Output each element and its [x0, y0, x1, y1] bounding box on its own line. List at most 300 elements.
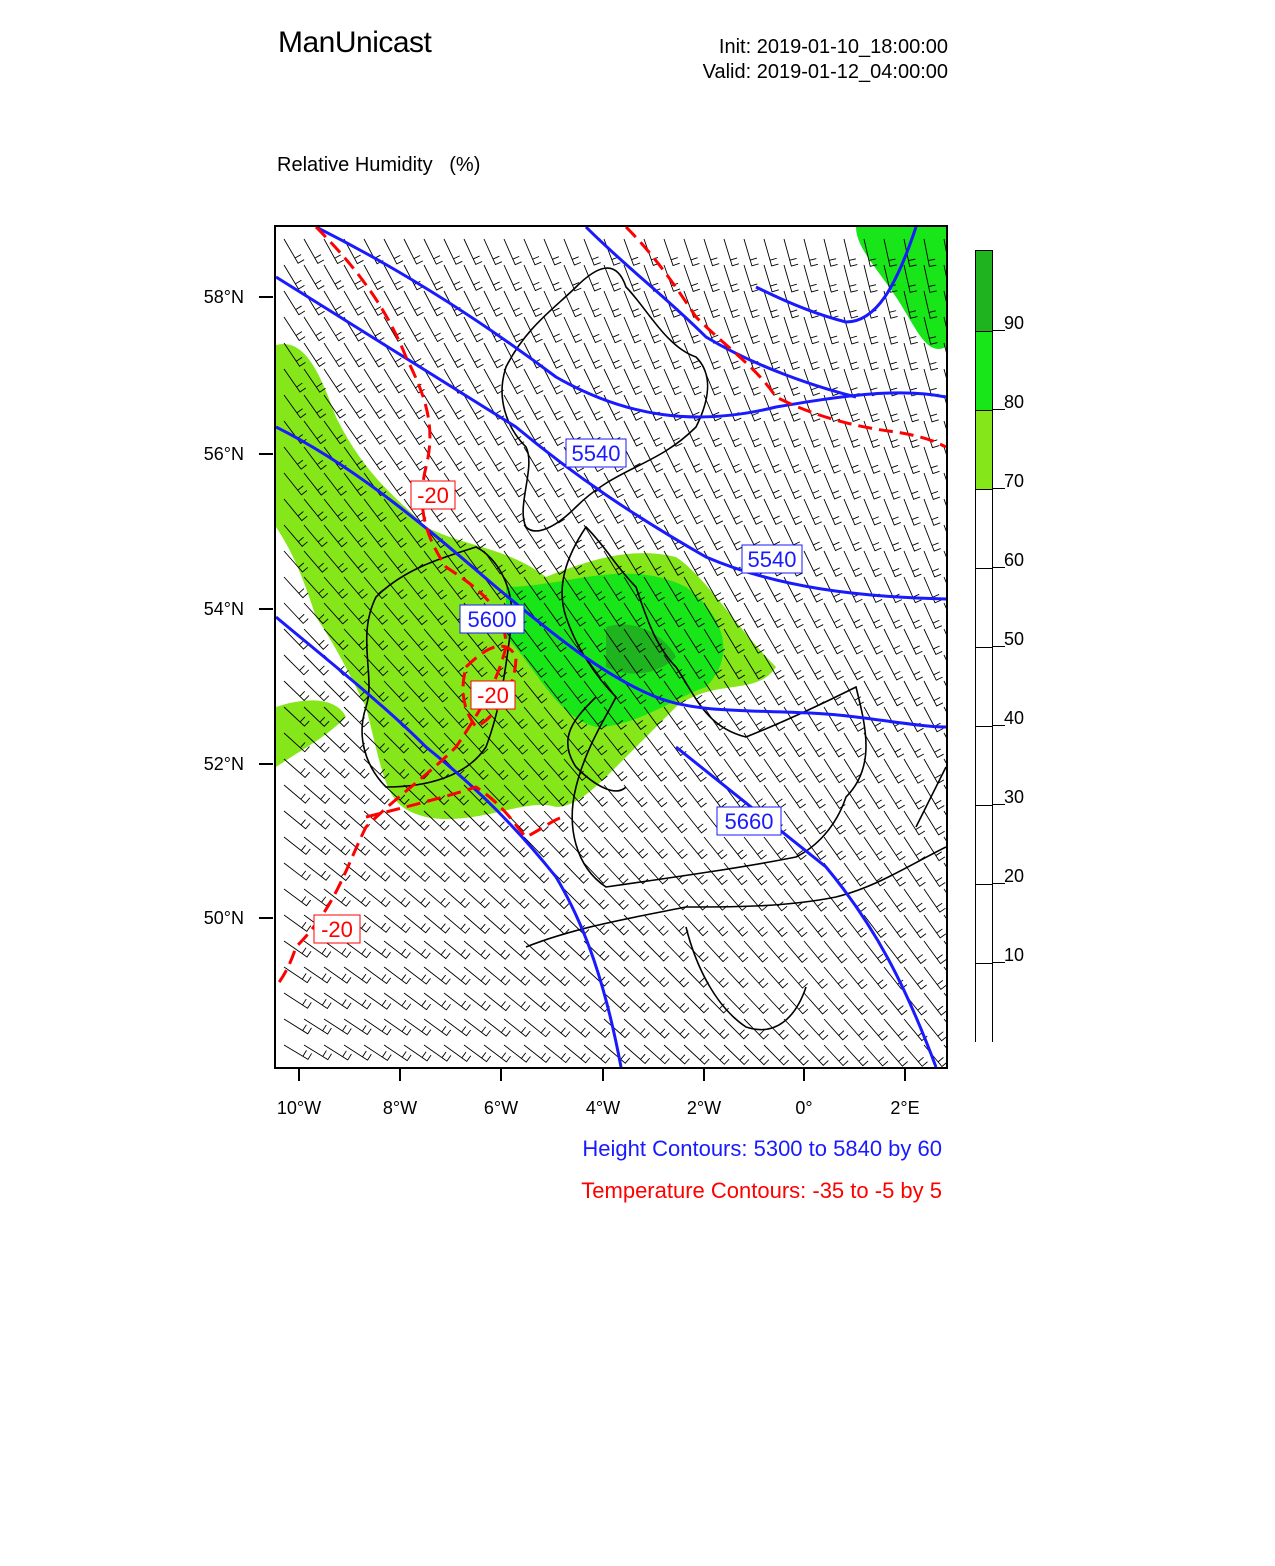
wind-barb	[804, 473, 821, 499]
wind-barb	[884, 785, 905, 809]
wind-barb	[644, 941, 669, 961]
wind-barb	[884, 1019, 907, 1040]
wind-barb	[804, 525, 822, 550]
wind-barb	[884, 499, 901, 525]
wind-barb	[844, 1045, 868, 1066]
wind-barb	[864, 447, 880, 473]
wind-barb	[744, 343, 760, 369]
wind-barb	[764, 239, 778, 266]
wind-barb	[664, 915, 688, 935]
wind-barb	[864, 473, 881, 499]
wind-barb	[784, 941, 807, 962]
wind-barb	[804, 759, 825, 782]
wind-barb	[924, 733, 944, 758]
wind-barb	[644, 915, 668, 935]
wind-barb	[884, 473, 900, 499]
colorbar-segment-20-30	[976, 805, 992, 884]
wind-barb	[324, 733, 349, 752]
temp-label-text-1: -20	[417, 483, 449, 508]
height-label-text-2: 5540	[747, 547, 797, 572]
wind-barb	[924, 395, 939, 422]
colorbar-label-70: 70	[1004, 471, 1025, 491]
lon-label-2e: 2°E	[890, 1098, 920, 1118]
wind-barb	[824, 551, 842, 576]
wind-barb	[944, 629, 946, 654]
rh-colorbar	[975, 250, 993, 1042]
wind-barb	[784, 1045, 808, 1065]
wind-barb	[584, 369, 603, 394]
wind-barb	[824, 759, 845, 783]
wind-barb	[724, 499, 743, 524]
wind-barb	[824, 785, 845, 808]
wind-barb	[764, 265, 779, 292]
wind-barb	[704, 239, 719, 266]
wind-barb	[404, 447, 425, 470]
wind-barb	[604, 369, 622, 394]
wind-barb	[784, 629, 804, 653]
wind-barb	[284, 837, 310, 854]
wind-barb	[764, 889, 787, 911]
wind-barb	[884, 343, 898, 370]
wind-barb	[664, 759, 687, 781]
wind-barb	[804, 343, 819, 370]
wind-barb	[504, 525, 525, 548]
wind-barb	[784, 421, 801, 447]
wind-barb	[664, 421, 682, 446]
wind-barb	[764, 681, 785, 705]
wind-barb	[904, 343, 918, 370]
wind-barb	[864, 837, 886, 860]
map-panel[interactable]	[274, 225, 948, 1069]
wind-barb	[424, 837, 449, 856]
wind-barb	[944, 473, 946, 499]
wind-barb	[444, 421, 465, 445]
wind-barb	[844, 343, 859, 370]
wind-barb	[664, 941, 688, 961]
wind-barb	[584, 239, 601, 265]
temp-label-2	[471, 681, 515, 709]
wind-barb	[804, 967, 828, 988]
temp-label-text-2: -20	[477, 683, 509, 708]
wind-barb	[904, 629, 922, 654]
wind-barb	[864, 317, 878, 344]
wind-barb	[404, 317, 424, 341]
wind-barb	[804, 733, 825, 757]
wind-barb	[924, 369, 938, 396]
wind-barb	[604, 291, 621, 317]
wind-barb	[304, 239, 324, 263]
lat-label-52: 52°N	[203, 754, 244, 774]
wind-barb	[624, 941, 649, 961]
wind-barb	[824, 239, 838, 266]
wind-barb	[404, 395, 425, 419]
wind-barb	[764, 421, 781, 447]
wind-barb	[724, 265, 739, 292]
wind-barb	[364, 395, 385, 418]
wind-barb	[764, 863, 787, 885]
wind-barb	[724, 941, 748, 962]
wind-barb	[744, 421, 761, 447]
wind-barb	[904, 1045, 927, 1066]
wind-barb	[804, 941, 827, 963]
wind-barb	[904, 837, 925, 860]
wind-barb	[724, 525, 743, 550]
wind-barb	[844, 473, 861, 499]
wind-barb	[804, 499, 822, 525]
wind-barb	[484, 525, 506, 548]
wind-barb	[684, 837, 707, 859]
wind-barb	[944, 733, 946, 758]
wind-barb	[784, 577, 803, 602]
wind-barb	[864, 395, 880, 422]
wind-barb	[784, 447, 801, 473]
wind-barb	[904, 447, 920, 473]
wind-barb	[704, 447, 722, 472]
wind-barb	[424, 343, 444, 367]
wind-barb	[904, 889, 926, 912]
wind-barb	[784, 785, 806, 808]
wind-barb	[924, 915, 946, 938]
wind-barb	[744, 941, 768, 962]
wind-barb	[924, 759, 944, 783]
wind-barb	[784, 655, 804, 679]
colorbar-label-90: 90	[1004, 313, 1025, 333]
wind-barb	[704, 863, 727, 884]
wind-barb	[744, 759, 766, 782]
wind-barb	[724, 239, 739, 266]
wind-barb	[824, 525, 842, 551]
wind-barb	[804, 421, 821, 447]
temp-label-3	[314, 915, 360, 943]
wind-barb	[884, 811, 905, 835]
wind-barb	[324, 343, 345, 367]
wind-barb	[624, 993, 649, 1012]
wind-barb	[884, 395, 899, 422]
wind-barb	[884, 993, 907, 1015]
colorbar-segment-60-70	[976, 489, 992, 568]
wind-barb	[644, 785, 667, 807]
wind-barb	[544, 837, 568, 857]
wind-barb	[444, 343, 464, 367]
wind-barb	[684, 733, 706, 756]
wind-barb	[684, 993, 709, 1013]
wind-barb	[504, 369, 523, 394]
wind-barb	[484, 889, 509, 908]
wind-barb	[464, 291, 483, 316]
wind-barb	[664, 863, 688, 884]
lon-tick-8w	[399, 1069, 401, 1081]
wind-barb	[824, 291, 838, 318]
wind-barb	[464, 421, 485, 445]
wind-barb	[524, 239, 541, 265]
wind-barb	[704, 915, 728, 936]
wind-barb	[484, 291, 503, 316]
wind-barb	[744, 915, 768, 936]
lon-tick-10w	[298, 1069, 300, 1081]
lon-label-6w: 6°W	[483, 1098, 519, 1118]
height-label-2	[742, 545, 802, 573]
wind-barb	[864, 967, 887, 989]
wind-barb	[724, 291, 740, 317]
wind-barb	[464, 395, 484, 419]
wind-barb	[364, 369, 385, 393]
wind-barb	[484, 369, 504, 394]
wind-barb	[884, 655, 903, 680]
wind-barb	[784, 811, 806, 834]
wind-barb	[484, 499, 505, 522]
wind-barb	[804, 551, 822, 576]
lat-label-58: 58°N	[203, 287, 244, 307]
wind-barb	[644, 369, 662, 395]
wind-barb	[944, 499, 946, 525]
wind-barb	[584, 811, 608, 832]
wind-barb	[844, 499, 861, 525]
wind-barb	[404, 291, 423, 316]
lon-label-2w: 2°W	[686, 1098, 722, 1118]
wind-barb	[784, 1019, 808, 1039]
wind-barb	[804, 603, 823, 628]
wind-barb	[304, 291, 325, 315]
wind-barb	[644, 967, 669, 987]
wind-barb	[544, 941, 569, 960]
wind-barb	[324, 317, 345, 341]
wind-barb	[904, 915, 926, 938]
wind-barb	[544, 317, 562, 342]
wind-barb	[464, 837, 489, 856]
wind-barb	[624, 967, 649, 986]
wind-barb	[444, 265, 463, 290]
wind-barb	[784, 733, 805, 757]
wind-barb	[784, 369, 800, 395]
wind-barb	[864, 1045, 888, 1066]
wind-barb	[584, 889, 609, 909]
wind-barb	[564, 317, 582, 342]
colorbar-label-10: 10	[1004, 945, 1025, 965]
colorbar-segment-50-60	[976, 568, 992, 647]
wind-barb	[784, 967, 808, 988]
wind-barb	[824, 733, 845, 757]
wind-barb	[724, 447, 742, 472]
wind-barb	[624, 343, 642, 369]
wind-barb	[744, 291, 759, 318]
wind-barb	[624, 499, 644, 523]
wind-barb	[704, 941, 728, 962]
wind-barb	[764, 759, 786, 782]
wind-barb	[444, 291, 463, 316]
run-times	[703, 35, 948, 85]
wind-barb	[564, 265, 581, 291]
lat-tick-58	[259, 296, 273, 298]
wind-barb	[784, 993, 808, 1014]
wind-barb	[864, 655, 883, 680]
wind-barb	[784, 317, 799, 344]
wind-barb	[844, 993, 867, 1014]
wind-barb	[284, 785, 310, 803]
wind-barb	[564, 343, 582, 368]
wind-barb	[844, 265, 858, 292]
wind-barb	[424, 317, 444, 342]
wind-barb	[564, 941, 589, 960]
wind-barb	[924, 447, 940, 474]
colorbar-segment-80-90	[976, 331, 992, 410]
wind-barb	[864, 863, 886, 886]
wind-barb	[784, 759, 805, 782]
wind-barb	[804, 1045, 828, 1065]
wind-barb	[864, 681, 884, 706]
wind-barb	[724, 317, 740, 343]
wind-barb	[944, 525, 946, 551]
wind-barb	[624, 759, 647, 781]
wind-barb	[844, 369, 859, 396]
wind-barb	[764, 499, 782, 524]
wind-barb	[884, 1045, 908, 1066]
wind-barb	[684, 811, 707, 833]
colorbar-label-50: 50	[1004, 629, 1025, 649]
wind-barb	[684, 499, 703, 524]
height-label-text-4: 5660	[724, 809, 774, 834]
wind-barb	[764, 343, 780, 369]
wind-barb	[844, 551, 862, 576]
wind-barb	[644, 473, 663, 498]
wind-barb	[624, 811, 647, 832]
wind-barb	[584, 317, 602, 343]
temp-label-1	[411, 481, 455, 509]
wind-barb	[764, 733, 785, 756]
coastline-netherlands	[916, 767, 946, 827]
wind-barb	[604, 343, 622, 369]
wind-barb	[824, 967, 847, 988]
wind-barb	[804, 811, 826, 834]
wind-barb	[804, 239, 818, 266]
wind-barb	[684, 369, 701, 395]
wind-barb	[464, 369, 484, 393]
wind-barb	[924, 681, 943, 706]
wind-barb	[444, 239, 462, 264]
wind-barb	[824, 265, 838, 292]
wind-barb	[364, 785, 389, 804]
lon-label-0: 0°	[795, 1098, 813, 1118]
wind-barb	[644, 395, 662, 420]
wind-barb	[444, 395, 464, 419]
wind-barb	[684, 265, 700, 291]
model-title: ManUnicast	[278, 26, 432, 59]
wind-barb	[924, 1019, 946, 1041]
wind-barb	[844, 733, 864, 757]
wind-barb	[484, 863, 509, 882]
wind-barb	[844, 1019, 868, 1040]
wind-barb	[884, 629, 903, 654]
wind-barb	[844, 447, 861, 473]
wind-barb	[824, 1019, 848, 1040]
wind-barb	[404, 421, 425, 444]
init-time: Init: 2019-01-10_18:00:00	[718, 36, 948, 58]
wind-barb	[524, 265, 542, 291]
wind-barb	[624, 785, 647, 807]
wind-barb	[864, 499, 881, 525]
lat-label-50: 50°N	[203, 908, 244, 928]
wind-barb	[784, 603, 803, 628]
wind-barb	[324, 369, 345, 392]
wind-barb	[664, 239, 680, 265]
wind-barb	[484, 239, 502, 265]
wind-barb	[484, 343, 503, 368]
wind-barb	[624, 421, 643, 446]
wind-barb	[824, 421, 840, 447]
wind-barb	[584, 837, 608, 858]
wind-barb	[624, 369, 642, 394]
wind-barb	[904, 473, 920, 499]
wind-barb	[864, 733, 884, 757]
wind-barb	[884, 733, 904, 757]
wind-barb	[724, 967, 748, 987]
wind-barb	[884, 551, 902, 577]
wind-barb	[864, 265, 877, 292]
wind-barb	[684, 1045, 709, 1064]
wind-barb	[284, 603, 308, 623]
wind-barb	[524, 395, 544, 420]
wind-barb	[464, 343, 484, 368]
wind-barb	[704, 291, 720, 317]
wind-barb	[884, 317, 898, 344]
wind-barb	[864, 343, 879, 370]
wind-barb	[344, 369, 365, 392]
wind-barb	[784, 681, 804, 705]
wind-barb	[764, 473, 782, 499]
wind-barb	[424, 421, 445, 445]
wind-barb	[904, 395, 919, 422]
valid-time: Valid: 2019-01-12_04:00:00	[702, 61, 948, 83]
wind-barb	[524, 915, 549, 934]
wind-barb	[644, 811, 667, 832]
wind-barb	[764, 317, 780, 344]
wind-barb	[284, 239, 304, 263]
temp-label-text-3: -20	[321, 917, 353, 942]
wind-barb	[904, 655, 923, 680]
wind-barb	[664, 1019, 689, 1038]
wind-barb	[644, 837, 668, 858]
wind-barb	[824, 655, 844, 680]
wind-barb	[404, 239, 423, 264]
lon-tick-6w	[500, 1069, 502, 1081]
wind-barb	[624, 889, 648, 909]
wind-barb	[544, 343, 563, 368]
colorbar-segment-90-100	[976, 251, 992, 331]
lon-tick-4w	[602, 1069, 604, 1081]
wind-barb	[504, 447, 524, 471]
colorbar-label-40: 40	[1004, 708, 1025, 728]
wind-barb	[864, 551, 882, 577]
wind-barb	[884, 837, 905, 860]
wind-barb	[804, 447, 821, 473]
wind-barb	[824, 473, 841, 499]
colorbar-label-20: 20	[1004, 866, 1025, 886]
wind-barb	[844, 239, 857, 266]
wind-barb	[684, 785, 707, 807]
wind-barb	[824, 499, 842, 525]
wind-barb	[904, 603, 922, 628]
wind-barb	[364, 343, 385, 367]
wind-barb	[924, 655, 943, 680]
wind-barb	[504, 863, 529, 882]
wind-barb	[484, 447, 505, 471]
wind-barb	[924, 889, 946, 912]
wind-barb	[564, 811, 588, 832]
wind-barb	[724, 759, 746, 782]
wind-barb	[644, 343, 661, 369]
wind-barb	[484, 837, 509, 857]
wind-barb	[844, 941, 867, 963]
wind-barb	[664, 473, 683, 498]
